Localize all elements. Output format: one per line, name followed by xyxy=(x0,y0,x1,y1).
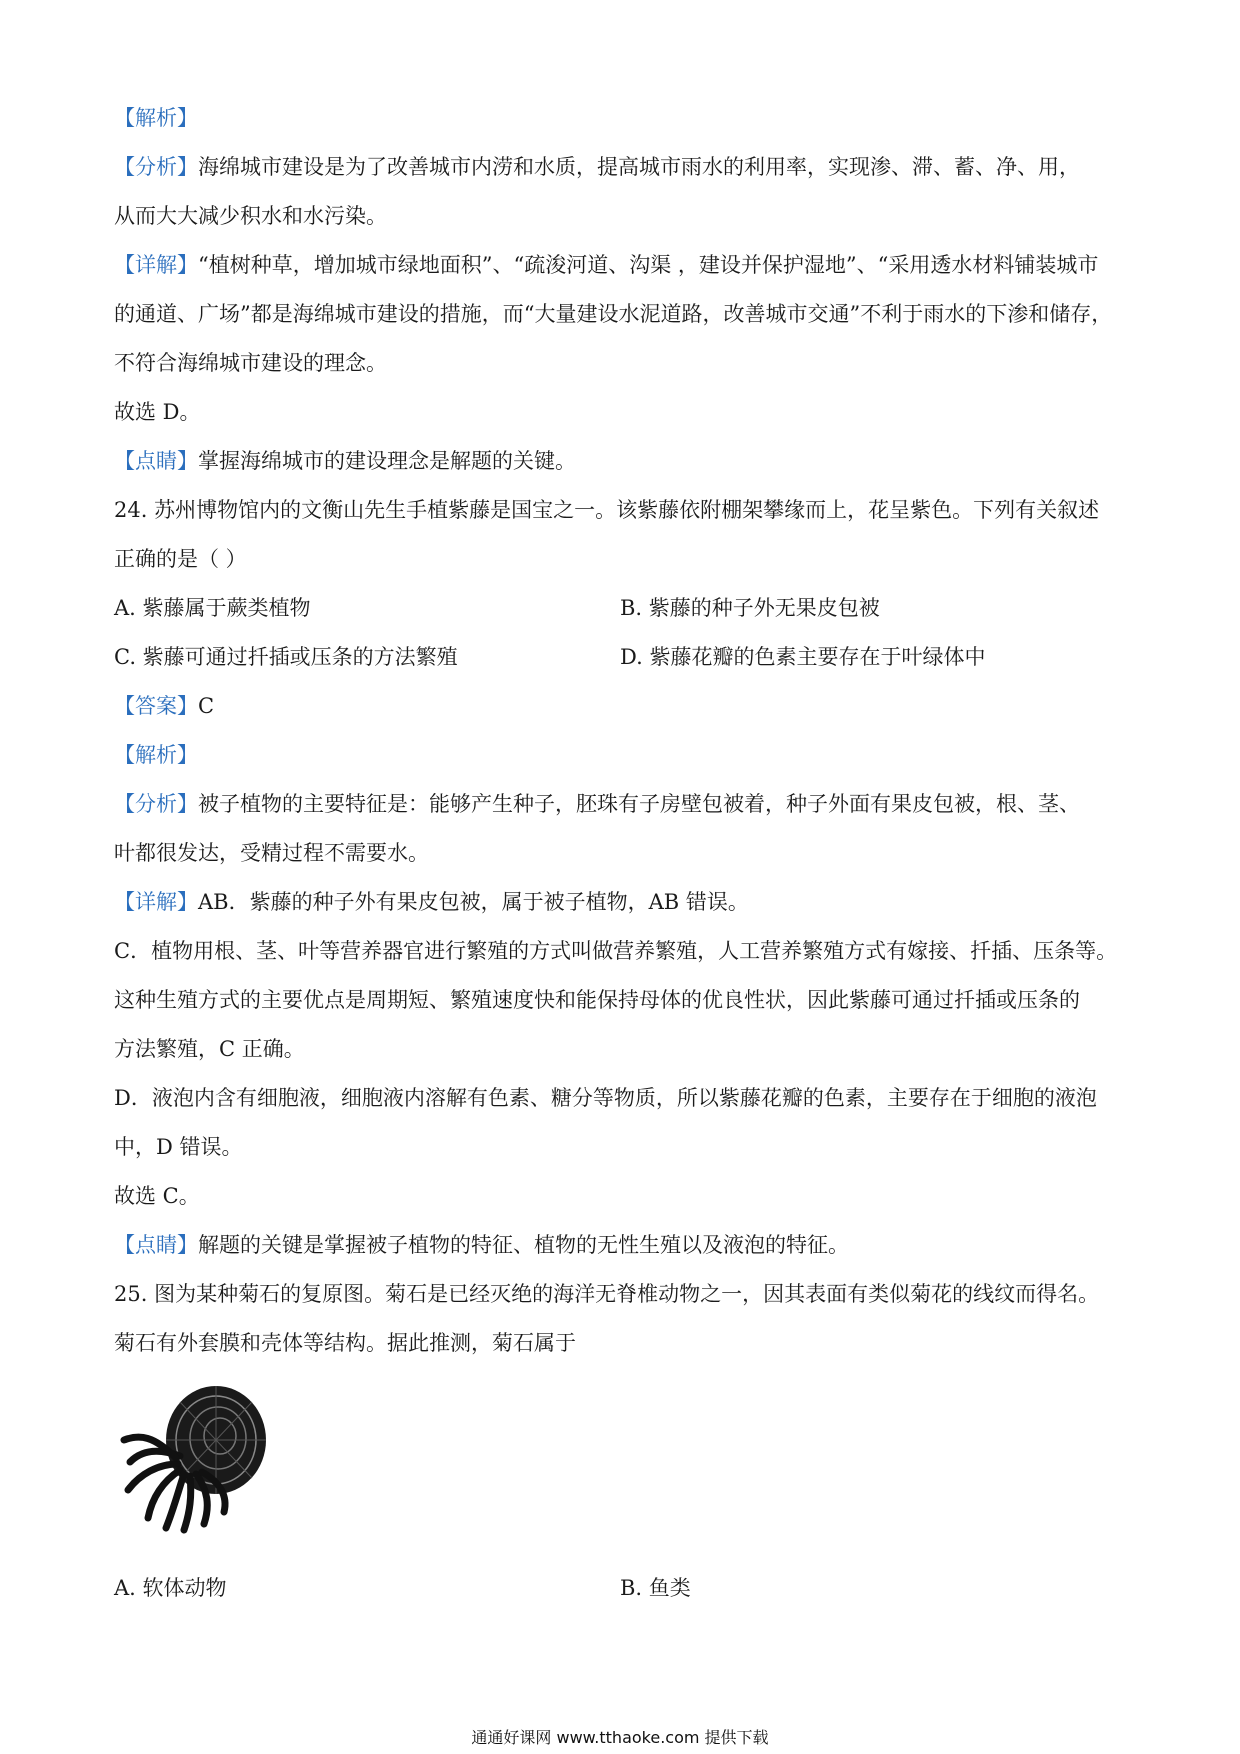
page-footer: 通通好课网 www.tthaoke.com 提供下载 xyxy=(471,1728,769,1747)
detail-paragraph-line: C．植物用根、茎、叶等营养器官进行繁殖的方式叫做营养繁殖，人工营养繁殖方式有嫁接、扦插、压条等。 xyxy=(114,939,1118,963)
question-24-stem: 24. 苏州博物馆内的文衡山先生手植紫藤是国宝之一。该紫藤依附棚架攀缘而上，花呈紫色。下列有关叙述 xyxy=(114,498,1100,522)
detail-paragraph-line: 【详解】“植树种草，增加城市绿地面积”、“疏浚河道、沟渠 ，建设并保护湿地”、“采用透水材料铺装城市 xyxy=(114,253,1099,277)
analysis-paragraph-line: 【分析】海绵城市建设是为了改善城市内涝和水质，提高城市雨水的利用率，实现渗、滞、蓄、净、用， xyxy=(114,155,1080,179)
answer-line: 【答案】C xyxy=(114,694,215,718)
q24-option-b: B. 紫藤的种子外无果皮包被 xyxy=(620,596,880,620)
conclusion-line: 故选 D。 xyxy=(114,400,201,424)
q24-option-a: A. 紫藤属于蕨类植物 xyxy=(114,596,311,620)
q25-option-a: A. 软体动物 xyxy=(114,1576,227,1600)
key-point-line: 【点睛】掌握海绵城市的建设理念是解题的关键。 xyxy=(114,449,576,473)
question-25-stem: 25. 图为某种菊石的复原图。菊石是已经灭绝的海洋无脊椎动物之一，因其表面有类似菊花的线纹而得名。 xyxy=(114,1282,1100,1306)
q24-option-c: C. 紫藤可通过扦插或压条的方法繁殖 xyxy=(114,645,458,669)
conclusion-line: 故选 C。 xyxy=(114,1184,200,1208)
detail-paragraph-line: 这种生殖方式的主要优点是周期短、繁殖速度快和能保持母体的优良性状，因此紫藤可通过扦插或压条的 xyxy=(114,988,1080,1012)
detail-paragraph-line: 不符合海绵城市建设的理念。 xyxy=(114,351,387,375)
question-25-stem: 菊石有外套膜和壳体等结构。据此推测，菊石属于 xyxy=(114,1331,576,1355)
section-label-analysis: 【解析】 xyxy=(114,106,198,130)
detail-paragraph-line: 【详解】AB．紫藤的种子外有果皮包被，属于被子植物，AB 错误。 xyxy=(114,890,749,914)
detail-paragraph-line: 中，D 错误。 xyxy=(114,1135,243,1159)
q25-option-b: B. 鱼类 xyxy=(620,1576,691,1600)
analysis-paragraph-line: 叶都很发达，受精过程不需要水。 xyxy=(114,841,429,865)
detail-paragraph-line: D．液泡内含有细胞液，细胞液内溶解有色素、糖分等物质，所以紫藤花瓣的色素，主要存在于细胞的液泡 xyxy=(114,1086,1097,1110)
ammonite-illustration xyxy=(118,1378,278,1538)
q24-option-d: D. 紫藤花瓣的色素主要存在于叶绿体中 xyxy=(620,645,986,669)
question-24-stem: 正确的是（ ） xyxy=(114,547,247,571)
key-point-line: 【点睛】解题的关键是掌握被子植物的特征、植物的无性生殖以及液泡的特征。 xyxy=(114,1233,849,1257)
section-label-analysis: 【解析】 xyxy=(114,743,198,767)
analysis-paragraph-line: 从而大大减少积水和水污染。 xyxy=(114,204,387,228)
analysis-paragraph-line: 【分析】被子植物的主要特征是：能够产生种子，胚珠有子房壁包被着，种子外面有果皮包被，根、茎、 xyxy=(114,792,1080,816)
detail-paragraph-line: 的通道、广场”都是海绵城市建设的措施，而“大量建设水泥道路，改善城市交通”不利于雨水的下渗和储存， xyxy=(114,302,1113,326)
detail-paragraph-line: 方法繁殖，C 正确。 xyxy=(114,1037,305,1061)
